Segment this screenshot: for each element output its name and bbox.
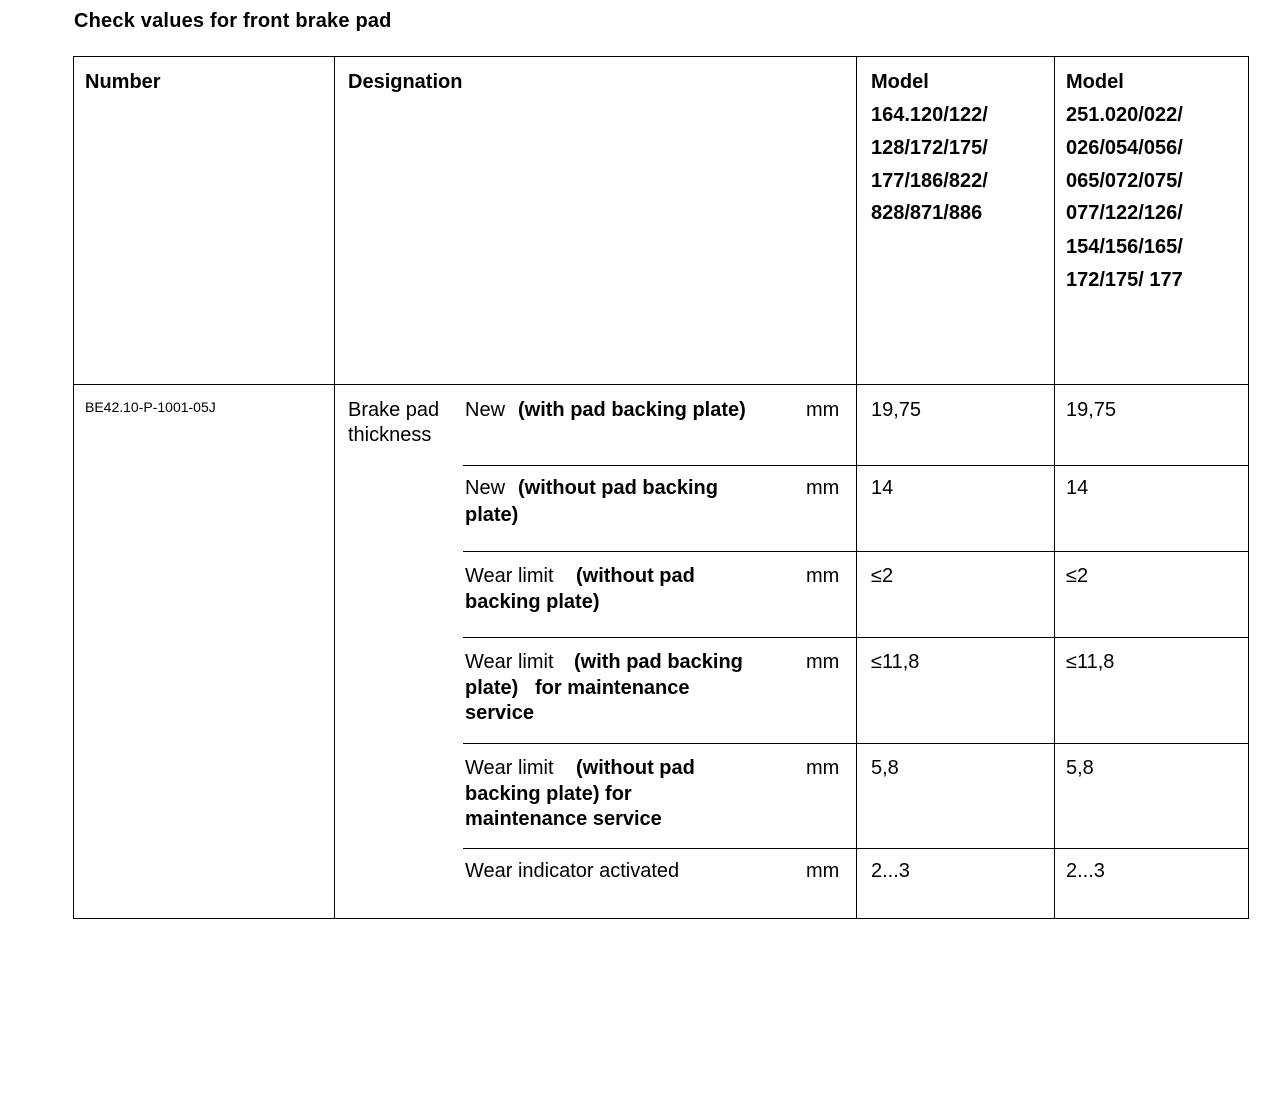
model-b-line: 026/054/056/ <box>1066 137 1183 159</box>
row-qualifier: (without pad <box>576 757 695 779</box>
header-number: Number <box>85 71 161 93</box>
row-value-model-a: ≤11,8 <box>871 651 920 673</box>
row-value-model-a: 14 <box>871 477 894 499</box>
row-unit: mm <box>806 860 840 882</box>
column-divider <box>334 56 335 919</box>
row-label: Wear limit <box>465 757 554 779</box>
row-label: Wear indicator activated <box>465 860 680 882</box>
row-qualifier: backing plate) <box>465 591 600 613</box>
table-border-left <box>73 56 74 919</box>
model-b-line: 077/122/126/ <box>1066 202 1183 224</box>
row-value-model-b: 2...3 <box>1066 860 1105 882</box>
row-value-model-a: 5,8 <box>871 757 899 779</box>
row-value-model-a: ≤2 <box>871 565 894 587</box>
row-qualifier: (without pad backing <box>518 477 718 499</box>
row-value-model-b: 5,8 <box>1066 757 1094 779</box>
column-divider <box>856 56 857 919</box>
row-value-model-b: 14 <box>1066 477 1089 499</box>
row-unit: mm <box>806 757 840 779</box>
designation-label-line: Brake pad <box>348 399 440 421</box>
row-qualifier: plate) <box>465 504 519 526</box>
row-label: New <box>465 399 506 421</box>
model-a-line: 828/871/886 <box>871 202 983 224</box>
row-qualifier: backing plate) for <box>465 783 632 805</box>
model-b-line: 065/072/075/ <box>1066 170 1183 192</box>
header-divider <box>73 384 1249 385</box>
row-divider <box>463 465 1249 466</box>
row-unit: mm <box>806 399 840 421</box>
column-divider <box>1054 56 1055 919</box>
row-value-model-a: 2...3 <box>871 860 910 882</box>
row-value-model-b: ≤11,8 <box>1066 651 1115 673</box>
row-qualifier: (without pad <box>576 565 695 587</box>
row-qualifier: maintenance service <box>465 808 662 830</box>
row-value-model-a: 19,75 <box>871 399 922 421</box>
row-divider <box>463 743 1249 744</box>
part-number: BE42.10-P-1001-05J <box>85 399 216 415</box>
row-unit: mm <box>806 651 840 673</box>
row-qualifier: (with pad backing <box>574 651 743 673</box>
designation-label-line: thickness <box>348 424 432 446</box>
check-values-table <box>73 56 1249 919</box>
row-divider <box>463 848 1249 849</box>
table-border-right <box>1248 56 1249 919</box>
model-b-line: Model <box>1066 71 1124 93</box>
row-label: New <box>465 477 506 499</box>
row-unit: mm <box>806 477 840 499</box>
page-title: Check values for front brake pad <box>74 10 392 32</box>
row-value-model-b: 19,75 <box>1066 399 1117 421</box>
row-qualifier: plate) for maintenance <box>465 677 690 699</box>
model-b-line: 154/156/165/ <box>1066 236 1183 258</box>
header-designation: Designation <box>348 71 463 93</box>
row-unit: mm <box>806 565 840 587</box>
row-divider <box>463 637 1249 638</box>
table-border-top <box>73 56 1249 57</box>
row-label: Wear limit <box>465 651 554 673</box>
model-a-line: 128/172/175/ <box>871 137 988 159</box>
row-divider <box>463 551 1249 552</box>
row-value-model-b: ≤2 <box>1066 565 1089 587</box>
row-qualifier: service <box>465 702 534 724</box>
row-label: Wear limit <box>465 565 554 587</box>
model-b-line: 172/175/ 177 <box>1066 269 1183 291</box>
model-a-line: 164.120/122/ <box>871 104 988 126</box>
table-border-bottom <box>73 918 1249 919</box>
model-a-line: 177/186/822/ <box>871 170 988 192</box>
model-a-line: Model <box>871 71 929 93</box>
model-b-line: 251.020/022/ <box>1066 104 1183 126</box>
row-qualifier: (with pad backing plate) <box>518 399 746 421</box>
